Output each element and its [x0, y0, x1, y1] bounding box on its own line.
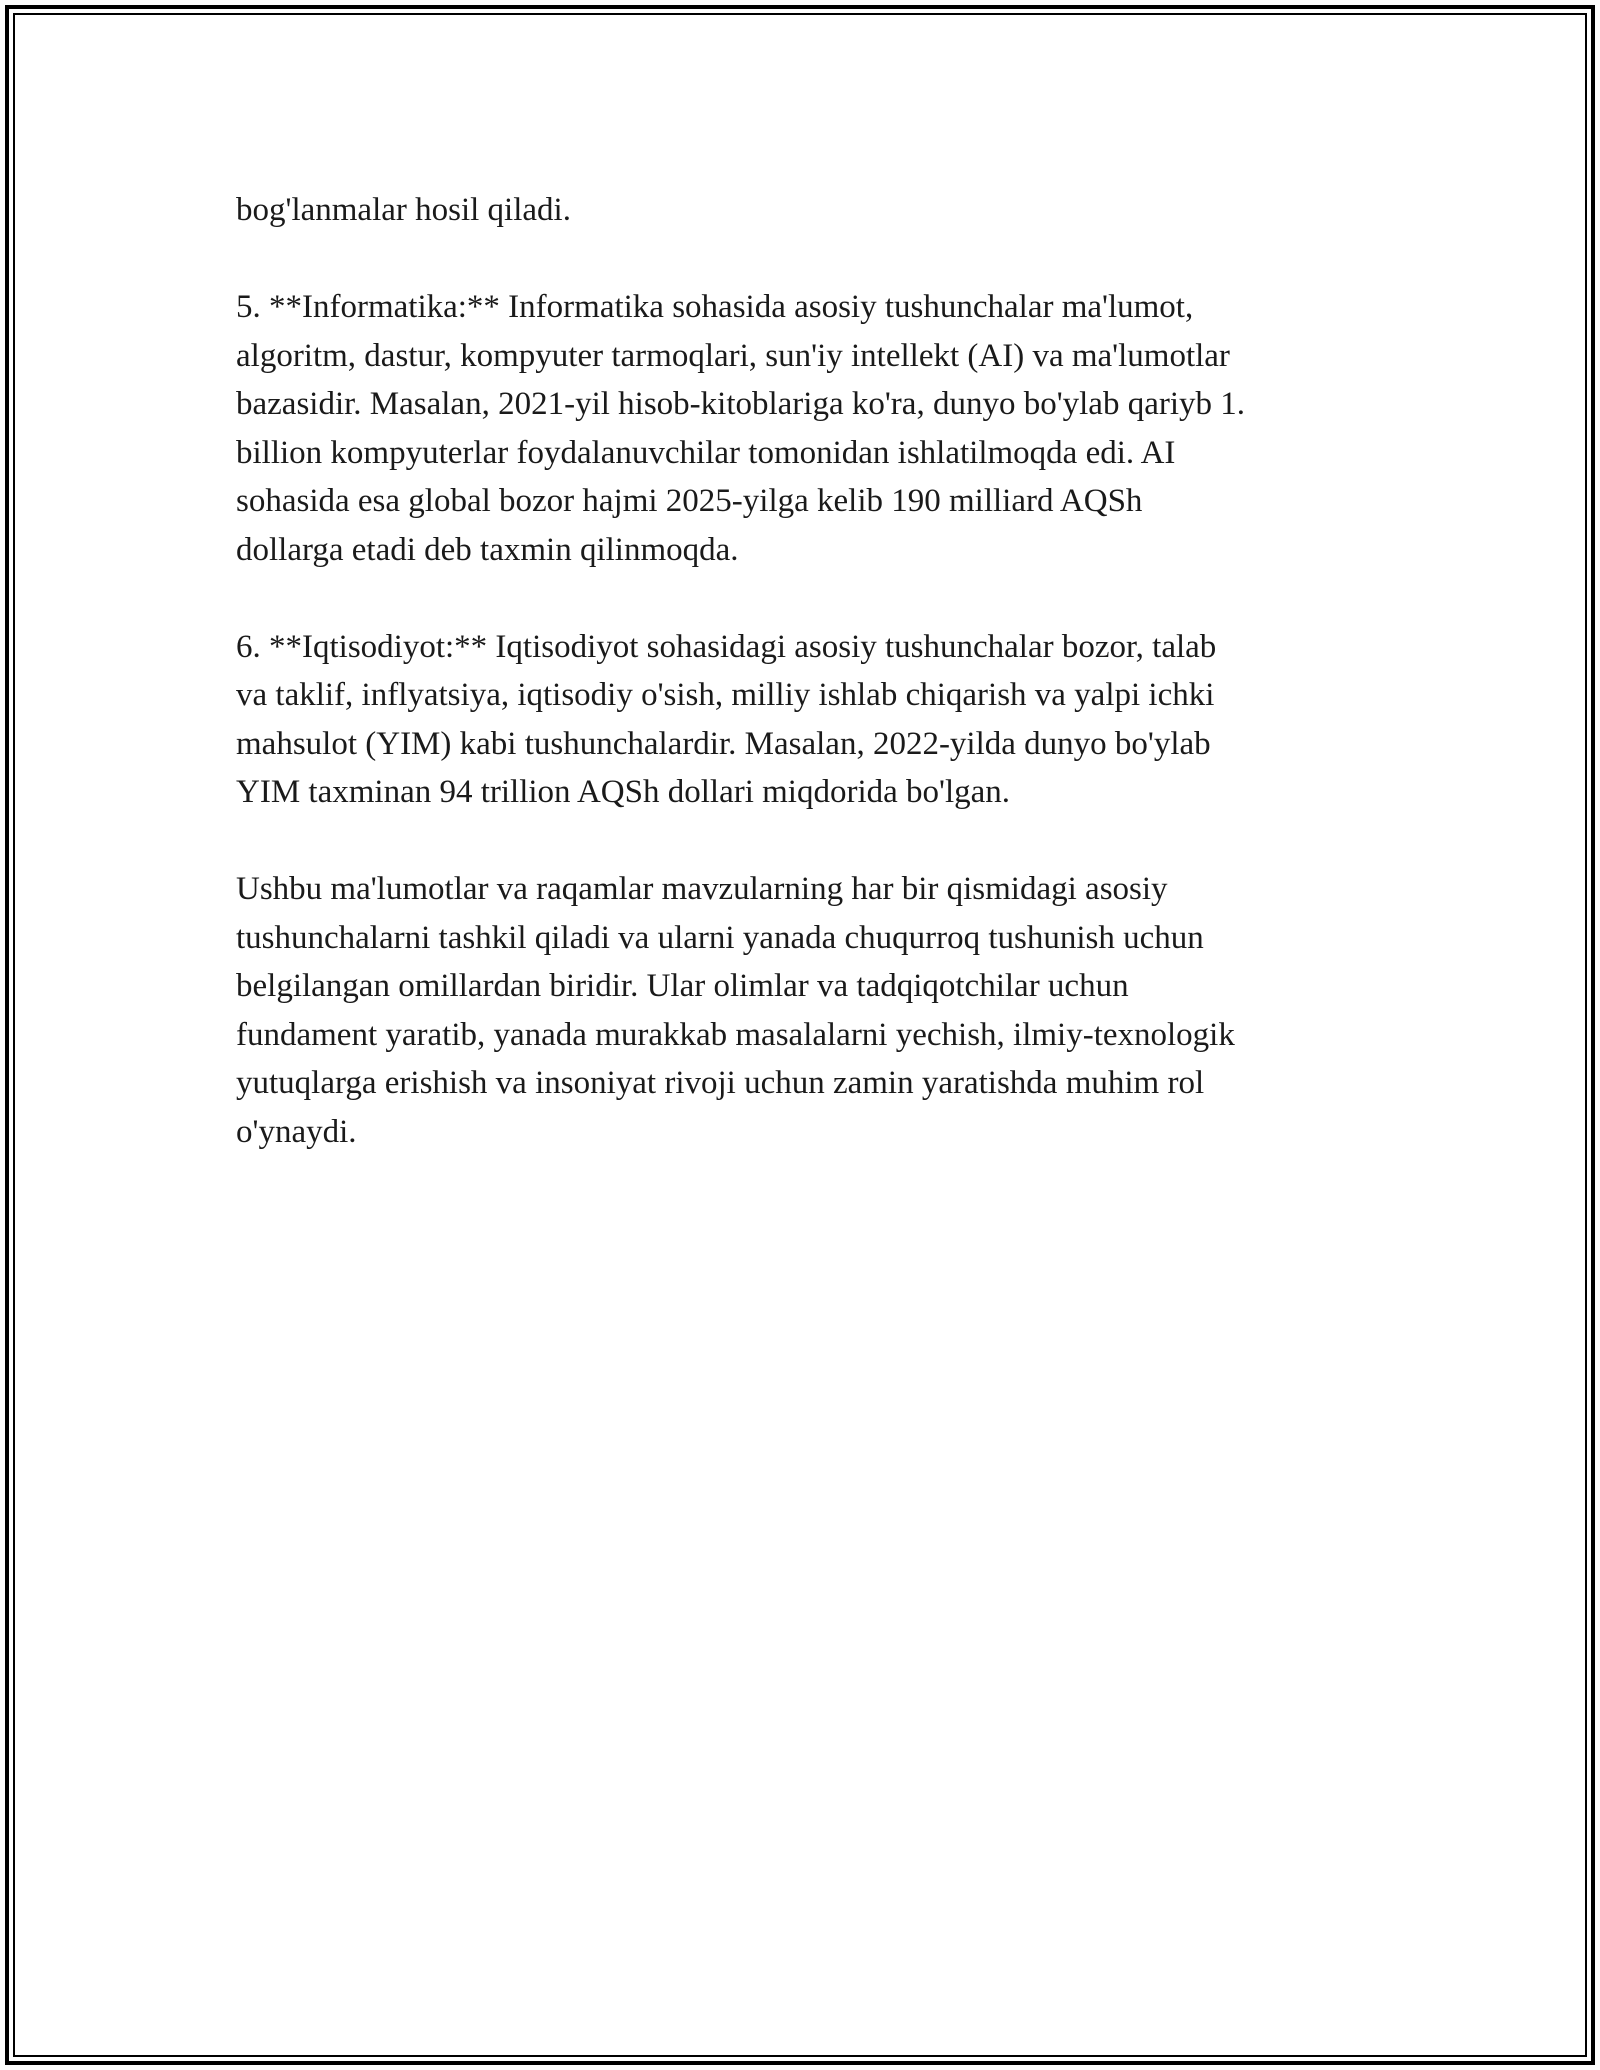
- document-body: [236, 186, 1366, 1205]
- paragraph-conclusion: Ushbu ma'lumotlar va raqamlar mavzularning har bir qismidagi asosiy tushunchalarni tashkil qiladi va ularni yanada chuqurroq tushunish uchun belgilangan omillardan biridir. Ular olimlar va tadqiqotchilar uchun fundament yaratib, yanada murakkab masalalarni yechish, ilmiy-texnologik yutuqlarga erishish va insoniyat rivoji uchun zamin yaratishda muhim rol o'ynaydi.: [236, 871, 1235, 1150]
- paragraph-iqtisodiyot: 6. **Iqtisodiyot:** Iqtisodiyot sohasidagi asosiy tushunchalar bozor, talab va taklif, inflyatsiya, iqtisodiy o'sish, milliy ishlab chiqarish va yalpi ichki mahsulot (YIM) kabi tushunchalardir. Masalan, 2022-yilda dunyo bo'ylab YIM taxminan 94 trillion AQSh dollari miqdorida bo'lgan.: [236, 628, 1217, 810]
- paragraph-continuation: bog'lanmalar hosil qiladi.: [236, 192, 571, 228]
- paragraph-informatika: 5. **Informatika:** Informatika sohasida asosiy tushunchalar ma'lumot, algoritm, dastur, kompyuter tarmoqlari, sun'iy intellekt (AI) va ma'lumotlar bazasidir. Masalan, 2021-yil hisob-kitoblariga ko'ra, dunyo bo'ylab qariyb 1. billion kompyuterlar foydalanuvchilar tomonidan ishlatilmoqda edi. AI sohasida esa global bozor hajmi 2025-yilga kelib 190 milliard AQSh dollarga etadi deb taxmin qilinmoqda.: [236, 289, 1246, 568]
